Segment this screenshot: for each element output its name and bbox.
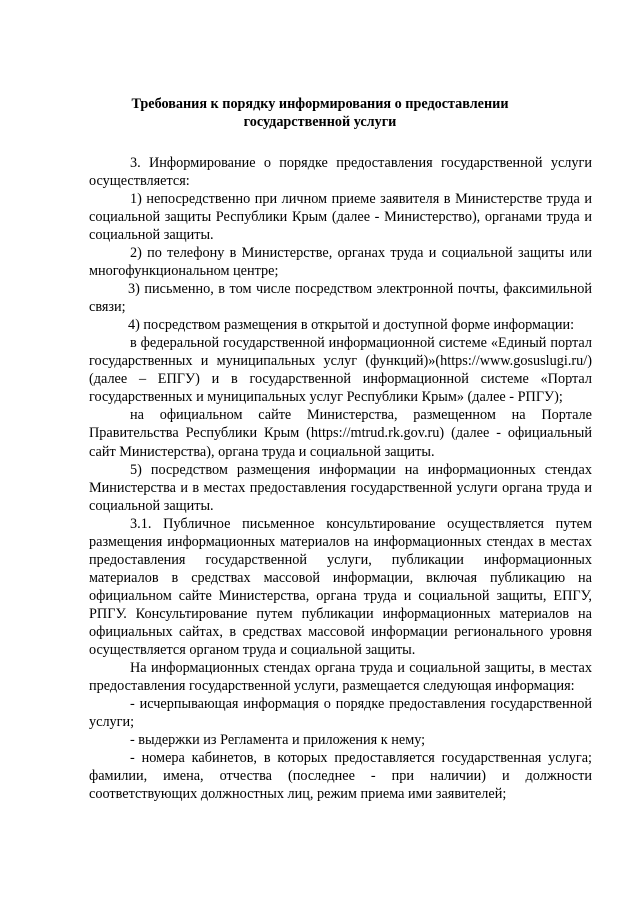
paragraph-stands: На информационных стендах органа труда и социальной защиты, в местах предоставления государственной услуги, размещается следующая информация: <box>89 659 592 694</box>
list-item: - номера кабинетов, в которых предоставляется государственная услуга; фамилии, имена, отчества (последнее - при наличии) и должности соответствующих должностных лиц, режим приема ими заявителей; <box>89 750 592 803</box>
document-title-line: государственной услуги <box>243 114 397 130</box>
paragraph-3-item-4: 4) посредством размещения в открытой и доступной форме информации: <box>128 317 575 334</box>
document-body <box>89 154 592 803</box>
list-item: - выдержки из Регламента и приложения к нему; <box>130 732 426 748</box>
paragraph-3-item-2: 2) по телефону в Министерстве, органах труда и социальной защиты или многофункциональном центре; <box>89 245 592 280</box>
paragraph-3-item-3: 3) письменно, в том числе посредством электронной почты, факсимильной связи; <box>89 281 592 316</box>
paragraph-3-item-1: 1) непосредственно при личном приеме заявителя в Министерстве труда и социальной защиты Республики Крым (далее - Министерство), органами труда и социальной защиты. <box>89 191 592 244</box>
paragraph-3: 3. Информирование о порядке предоставления государственной услуги осуществляется: <box>89 155 592 190</box>
document-title-line: Требования к порядку информирования о предоставлении <box>131 96 509 112</box>
paragraph-epgu: в федеральной государственной информационной системе «Единый портал государственных и муниципальных услуг (функций)»(https://www.gosuslugi.ru/) (далее – ЕПГУ) и в государственной информационной системе «Портал государственных и муниципальных услуг Республики Крым» (далее - РПГУ); <box>89 335 592 406</box>
list-item: - исчерпывающая информация о порядке предоставления государственной услуги; <box>89 695 592 730</box>
paragraph-3-1: 3.1. Публичное письменное консультирование осуществляется путем размещения информационных материалов на информационных стендах в местах предоставления государственной услуги, публикации информационных материалов в средствах массовой информации, включая публикацию на официальном сайте Министерства, органа труда и социальной защиты, ЕПГУ, РПГУ. Консультирование путем публикации информационных материалов на официальных сайтах, в средствах массовой информации регионального уровня осуществляется органом труда и социальной защиты. <box>89 515 592 658</box>
paragraph-3-item-5: 5) посредством размещения информации на информационных стендах Министерства и в местах предоставления государственной услуги органа труда и социальной защиты. <box>89 461 592 514</box>
paragraph-official-site: на официальном сайте Министерства, размещенном на Портале Правительства Республики Крым (https://mtrud.rk.gov.ru) (далее - официальный сайт Министерства), органа труда и социальной защиты. <box>89 407 592 460</box>
document-title <box>90 95 550 131</box>
